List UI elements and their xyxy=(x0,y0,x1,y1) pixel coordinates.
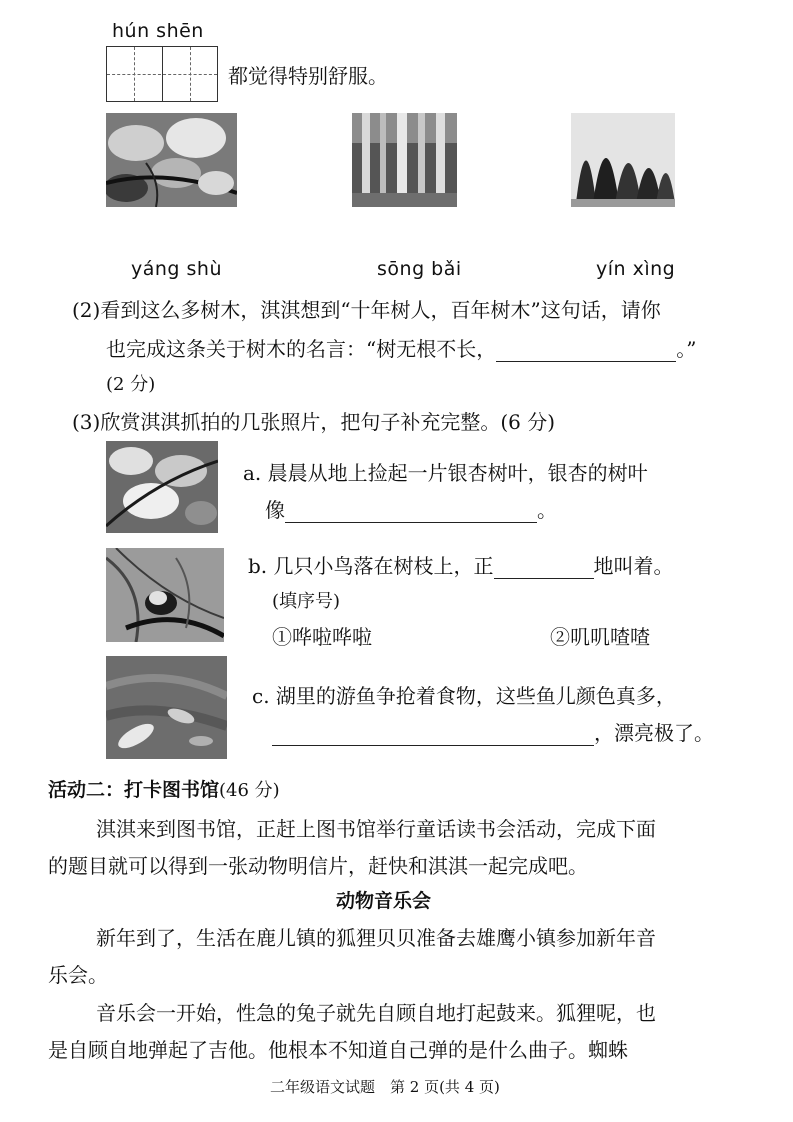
q3-c-line2 xyxy=(272,717,714,746)
photo-birds-branch xyxy=(106,548,224,642)
activity2-score: (46 分) xyxy=(219,780,280,801)
writing-grid[interactable] xyxy=(106,46,218,102)
q2-line1: (2)看到这么多树木，淇淇想到“十年树人，百年树木”这句话，请你 xyxy=(72,298,661,322)
q3-a-line2 xyxy=(265,494,557,523)
activity2-intro-2: 的题目就可以得到一张动物明信片，赶快和淇淇一起完成吧。 xyxy=(48,854,588,878)
q3-a-line1: a. 晨晨从地上捡起一片银杏树叶，银杏的树叶 xyxy=(243,461,648,485)
pinyin-hunshen: hún shēn xyxy=(112,20,204,42)
q3-a-line2-post: 。 xyxy=(537,498,557,522)
sentence-tail: 都觉得特别舒服。 xyxy=(228,64,388,88)
q3-a-blank[interactable] xyxy=(285,500,537,523)
photo-ginkgo xyxy=(106,113,237,207)
photo-poplar xyxy=(352,113,457,207)
q3-b-line1-pre: b. 几只小鸟落在树枝上，正 xyxy=(248,554,494,578)
q3-title: (3)欣赏淇淇抓拍的几张照片，把句子补充完整。(6 分) xyxy=(72,410,556,434)
q3-c-line1: c. 湖里的游鱼争抢着食物，这些鱼儿颜色真多， xyxy=(252,684,676,708)
photo-pine-cypress xyxy=(571,113,675,207)
story-title: 动物音乐会 xyxy=(336,890,432,912)
q3-b-option-1: ①哗啦哗啦 xyxy=(272,625,372,649)
label-yinxing: yín xìng xyxy=(596,258,676,280)
q3-b-blank[interactable] xyxy=(494,556,594,579)
label-songbai: sōng bǎi xyxy=(377,258,462,280)
story-p2-line1: 音乐会一开始，性急的兔子就先自顾自地打起鼓来。狐狸呢，也 xyxy=(96,1001,656,1025)
q3-b-line1 xyxy=(248,550,674,579)
q3-b-hint: (填序号) xyxy=(272,591,341,612)
q2-score: (2 分) xyxy=(106,374,156,395)
q2-blank[interactable] xyxy=(496,339,676,362)
q3-c-line2-post: ，漂亮极了。 xyxy=(594,721,714,745)
story-p1-line1: 新年到了，生活在鹿儿镇的狐狸贝贝准备去雄鹰小镇参加新年音 xyxy=(96,926,656,950)
q2-line2-pre: 也完成这条关于树木的名言：“树无根不长， xyxy=(106,337,497,361)
q3-b-option-2: ②叽叽喳喳 xyxy=(550,625,650,649)
photo-ginkgo-leaves xyxy=(106,441,218,533)
q2-line2-post: 。” xyxy=(676,337,697,361)
q2-line2 xyxy=(106,333,696,362)
label-yangshu: yáng shù xyxy=(131,258,223,280)
activity2-header xyxy=(48,775,280,802)
story-p2-line2: 是自顾自地弹起了吉他。他根本不知道自己弹的是什么曲子。蜘蛛 xyxy=(48,1038,628,1062)
q3-c-blank[interactable] xyxy=(272,723,594,746)
q3-a-line2-pre: 像 xyxy=(265,498,285,522)
q3-b-line1-post: 地叫着。 xyxy=(593,554,674,578)
photo-fish-lake xyxy=(106,656,227,759)
activity2-heading: 活动二：打卡图书馆 xyxy=(48,779,220,801)
page-footer: 二年级语文试题 第 2 页(共 4 页) xyxy=(270,1078,500,1096)
activity2-intro-1: 淇淇来到图书馆，正赶上图书馆举行童话读书会活动，完成下面 xyxy=(96,817,656,841)
story-p1-line2: 乐会。 xyxy=(48,963,108,987)
